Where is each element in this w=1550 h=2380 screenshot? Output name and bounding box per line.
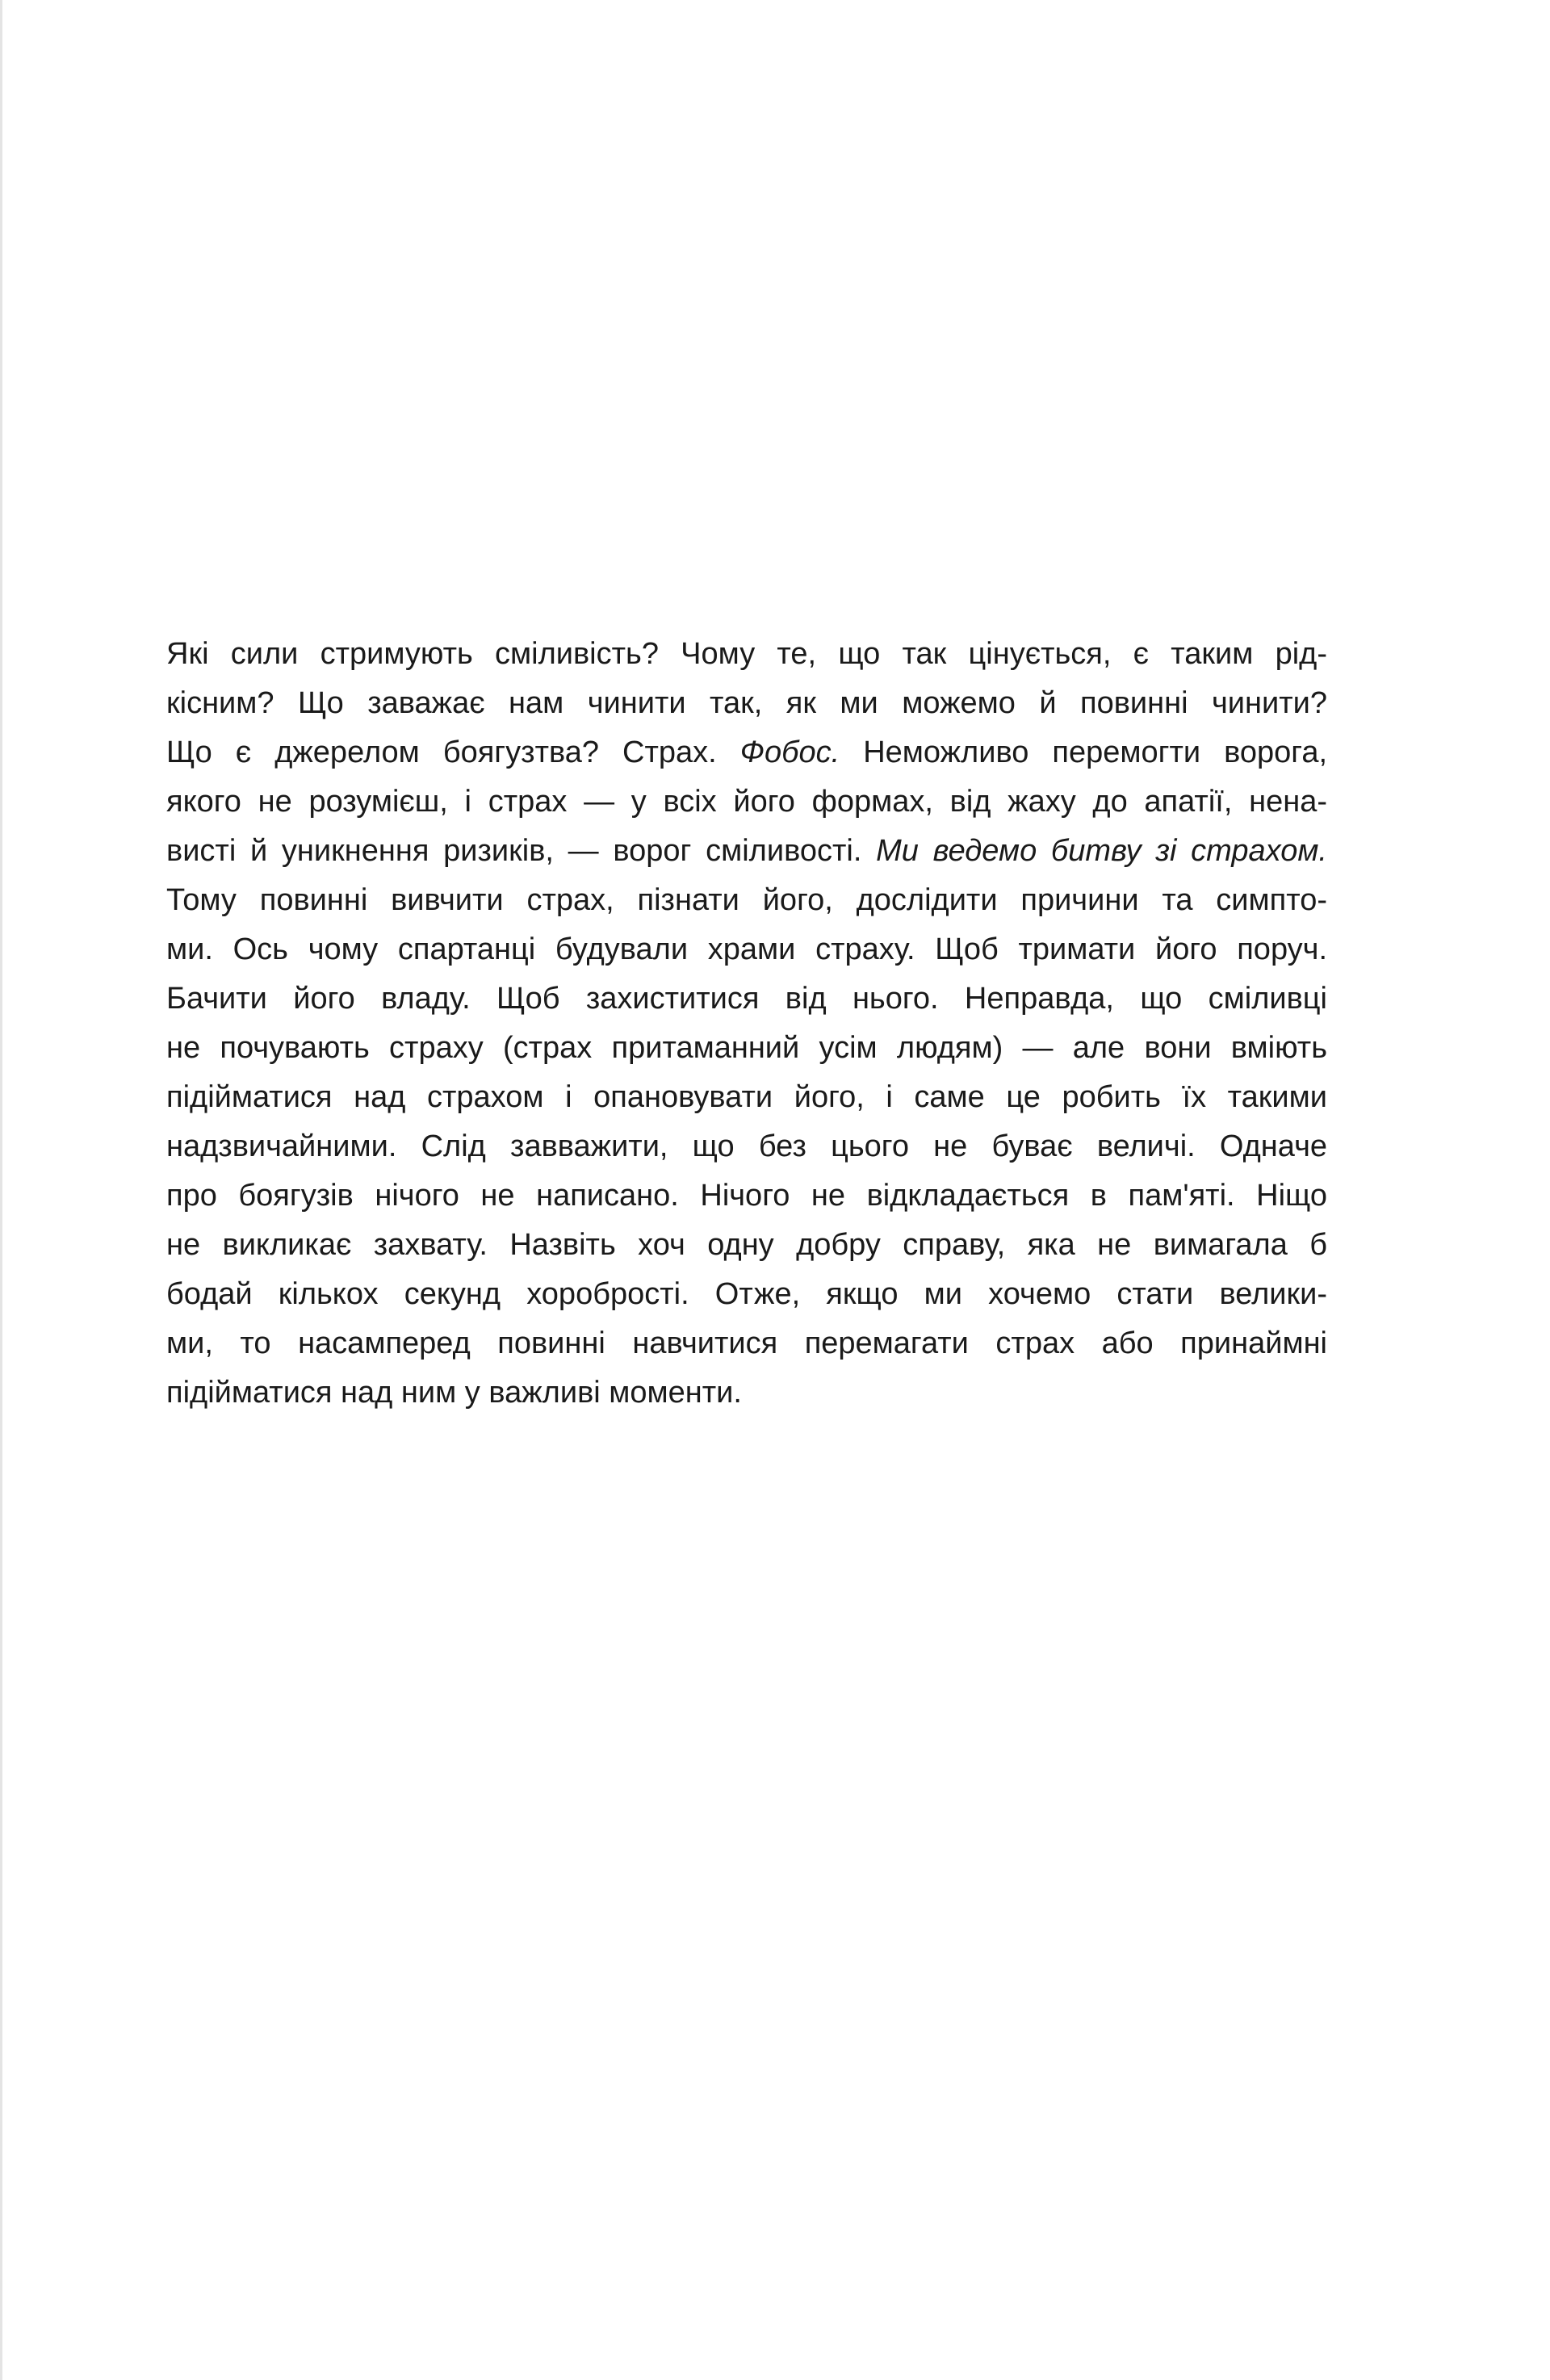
text-line (166, 1221, 1327, 1270)
text-segment: Тому повинні вивчити страх, пізнати його, дослідити причини та симпто- (166, 883, 1327, 917)
text-line (166, 1270, 1327, 1319)
text-line (166, 974, 1327, 1024)
text-line (166, 777, 1327, 827)
italic-text: Фобос. (739, 735, 840, 769)
text-segment: кісним? Що заважає нам чинити так, як ми можемо й повинні чинити? (166, 686, 1327, 720)
text-line (166, 1073, 1327, 1122)
text-line (166, 679, 1327, 728)
text-line (166, 925, 1327, 974)
text-segment: Що є джерелом боягузтва? Страх. (166, 735, 740, 769)
text-segment: не почувають страху (страх притаманний усім людям) — але вони вміють (166, 1031, 1327, 1065)
text-segment: надзвичайними. Слід завважити, що без цього не буває величі. Одначе (166, 1129, 1327, 1163)
text-segment: Неможливо перемогти ворога, (840, 735, 1328, 769)
text-segment: ми, то насамперед повинні навчитися перемагати страх або принаймні (166, 1326, 1327, 1360)
text-segment: про боягузів нічого не написано. Нічого не відкладається в пам'яті. Ніщо (166, 1179, 1327, 1213)
text-segment: Які сили стримують сміливість? Чому те, що так цінується, є таким рід- (166, 637, 1327, 671)
text-segment: якого не розумієш, і страх — у всіх його формах, від жаху до апатії, нена- (166, 785, 1327, 819)
text-line (166, 1368, 1327, 1418)
text-line (166, 630, 1327, 679)
text-segment: не викликає захвату. Назвіть хоч одну добру справу, яка не вимагала б (166, 1228, 1327, 1262)
text-line (166, 1122, 1327, 1171)
text-segment: підійматися над ним у важливі моменти. (166, 1376, 742, 1410)
text-segment: підійматися над страхом і опановувати його, і саме це робить їх такими (166, 1080, 1327, 1114)
text-segment: Бачити його владу. Щоб захиститися від нього. Неправда, що сміливці (166, 982, 1327, 1016)
text-line (166, 1024, 1327, 1073)
text-segment: ми. Ось чому спартанці будували храми страху. Щоб тримати його поруч. (166, 932, 1327, 966)
italic-text: Ми ведемо битву зі страхом. (876, 834, 1327, 868)
text-segment: бодай кількох секунд хоробрості. Отже, якщо ми хочемо стати велики- (166, 1277, 1327, 1311)
book-page-text (166, 630, 1327, 1418)
text-line (166, 827, 1327, 876)
text-line (166, 1319, 1327, 1368)
page-edge (0, 0, 2, 2380)
text-line (166, 728, 1327, 777)
text-line (166, 876, 1327, 925)
text-segment: висті й уникнення ризиків, — ворог сміливості. (166, 834, 877, 868)
text-line (166, 1171, 1327, 1221)
